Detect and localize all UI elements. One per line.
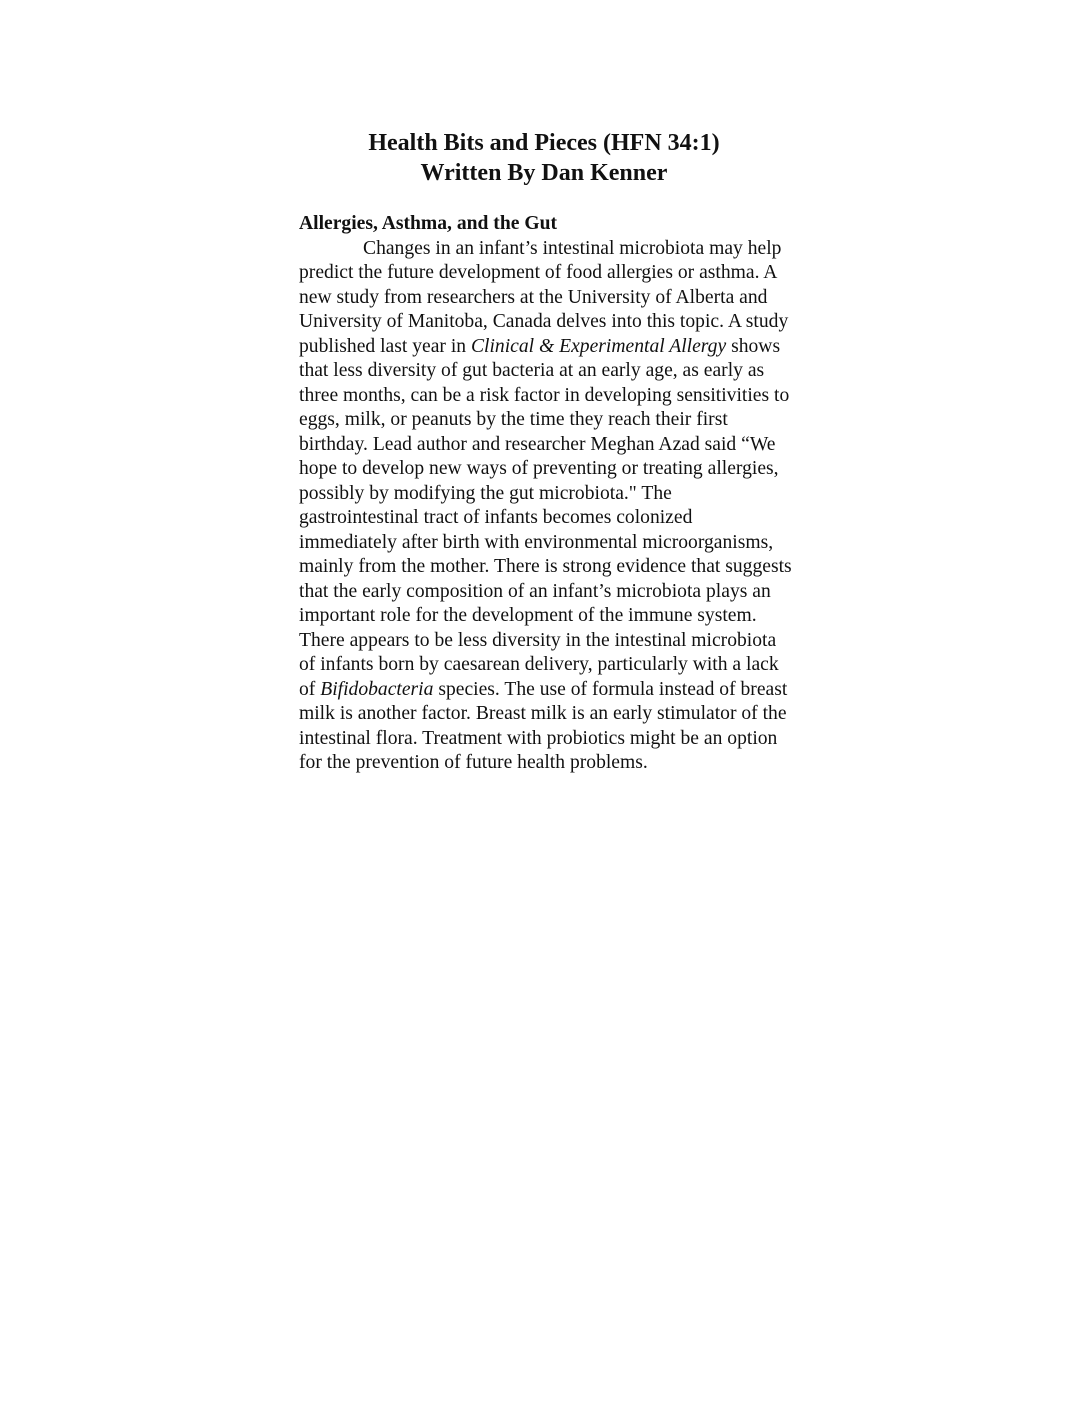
title-line-1: Health Bits and Pieces (HFN 34:1) (368, 130, 720, 156)
title-line-2-author: Written By Dan Kenner (420, 160, 668, 186)
bacteria-genus: Bifidobacteria (320, 678, 434, 700)
paragraph-text-part-2: shows that less diversity of gut bacteria at an early age, as early as three months, can be a risk factor in developing sensitivities to eggs, milk, or peanuts by the time they reach their first birthday. Lead author and researcher Meghan Azad said “We hope to develop new ways of preventing or treating allergies, possibly by modifying the gut microbiota." The gastrointestinal tract of infants becomes colonized immediately after birth with environmental microorganisms, mainly from the mother. There is strong evidence that suggests that the early composition of an infant’s microbiota plays an important role for the development of the immune system. There appears to be less diversity in the intestinal microbiota of infants born by caesarean delivery, particularly with a lack of (299, 335, 792, 700)
paragraph-text-part-1: Changes in an infant’s intestinal microbiota may help predict the future development of food allergies or asthma. A new study from researchers at the University of Alberta and University of Manitoba, Canada delves into this topic. A study published last year in (299, 237, 789, 357)
document-title (300, 128, 788, 188)
section-heading: Allergies, Asthma, and the Gut (299, 213, 557, 234)
paragraph-text-part-3: species. The use of formula instead of breast milk is another factor. Breast milk is an early stimulator of the intestinal flora. Treatment with probiotics might be an option for the prevention of future health problems. (299, 678, 788, 773)
journal-name: Clinical & Experimental Allergy (470, 335, 727, 357)
article-paragraph (299, 237, 795, 776)
article-section (299, 212, 795, 776)
